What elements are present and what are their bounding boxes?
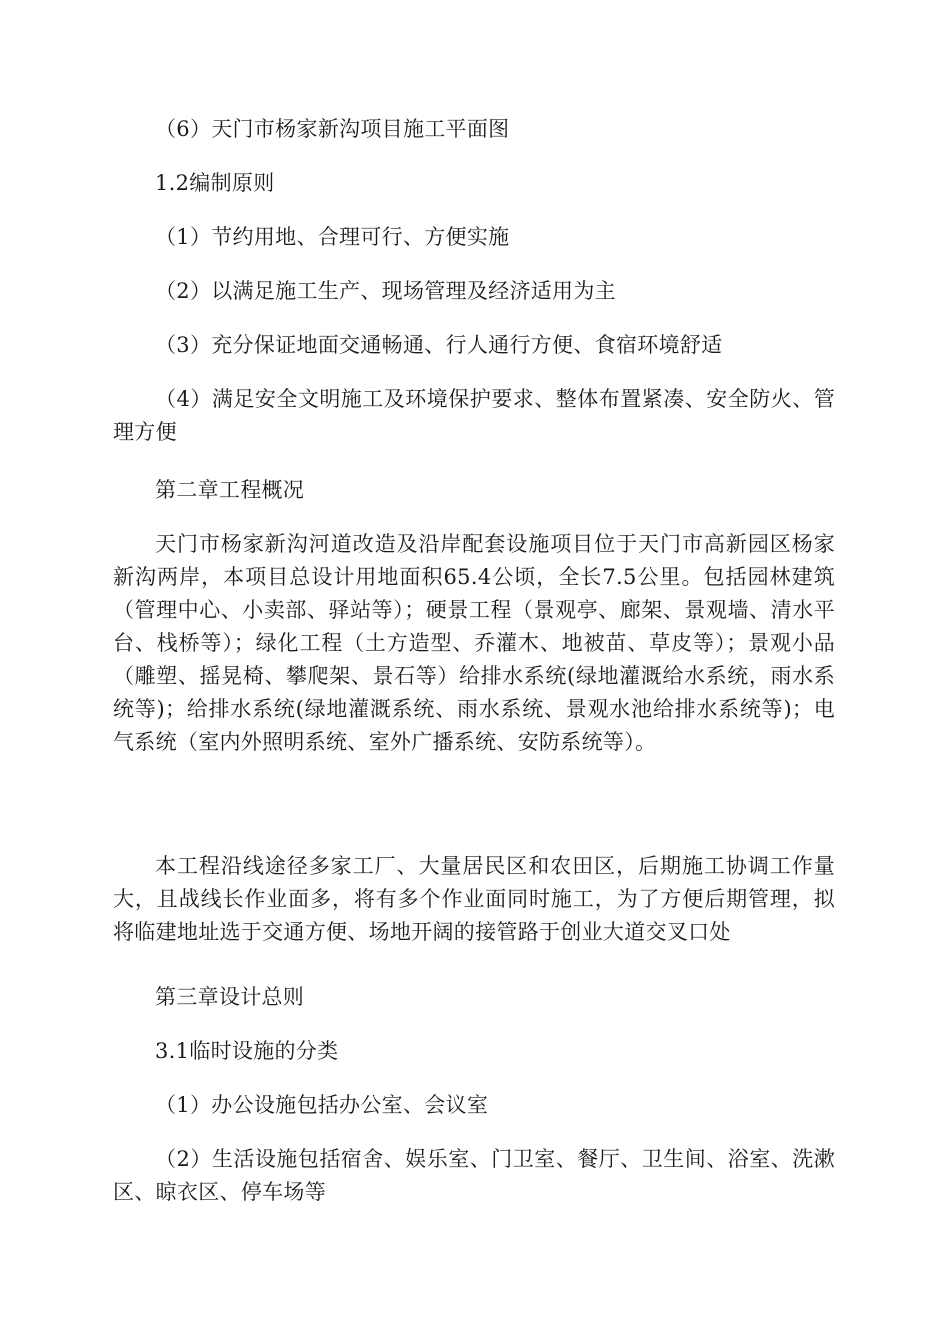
section-heading-1-2: 1.2编制原则 [155, 171, 275, 195]
paragraph-principle-1: （1）节约用地、合理可行、方便实施 [155, 225, 510, 249]
paragraph-project-overview: 天门市杨家新沟河道改造及沿岸配套设施项目位于天门市高新园区杨家新沟两岸，本项目总设计用地面积65.4公顷，全长7.5公里。包括园林建筑（管理中心、小卖部、驿站等）；硬景工程（景观亭、廊架、景观墙、清水平台、栈桥等）；绿化工程（土方造型、乔灌木、地被苗、草皮等）；景观小品（雕塑、摇晃椅、攀爬架、景石等）给排水系统(绿地灌溉给水系统，雨水系统等)；给排水系统(绿地灌溉系统、雨水系统、景观水池给排水系统等)；电气系统（室内外照明系统、室外广播系统、安防系统等）。 [113, 532, 835, 754]
chapter-heading-3: 第三章设计总则 [155, 985, 305, 1009]
chapter-heading-2: 第二章工程概况 [155, 478, 305, 502]
paragraph-plan-drawing: （6）天门市杨家新沟项目施工平面图 [155, 117, 510, 141]
paragraph-office-facilities: （1）办公设施包括办公室、会议室 [155, 1093, 489, 1117]
paragraph-principle-4: （4）满足安全文明施工及环境保护要求、整体布置紧凑、安全防火、管理方便 [113, 387, 835, 444]
section-heading-3-1: 3.1临时设施的分类 [155, 1039, 339, 1063]
paragraph-site-selection: 本工程沿线途径多家工厂、大量居民区和农田区，后期施工协调工作量大，且战线长作业面多，将有多个作业面同时施工，为了方便后期管理，拟将临建地址选于交通方便、场地开阔的接管路于创业大道交叉口处 [113, 854, 835, 944]
paragraph-principle-3: （3）充分保证地面交通畅通、行人通行方便、食宿环境舒适 [155, 333, 723, 357]
paragraph-living-facilities: （2）生活设施包括宿舍、娱乐室、门卫室、餐厅、卫生间、浴室、洗漱区、晾衣区、停车场等 [113, 1147, 835, 1204]
paragraph-principle-2: （2）以满足施工生产、现场管理及经济适用为主 [155, 279, 616, 303]
